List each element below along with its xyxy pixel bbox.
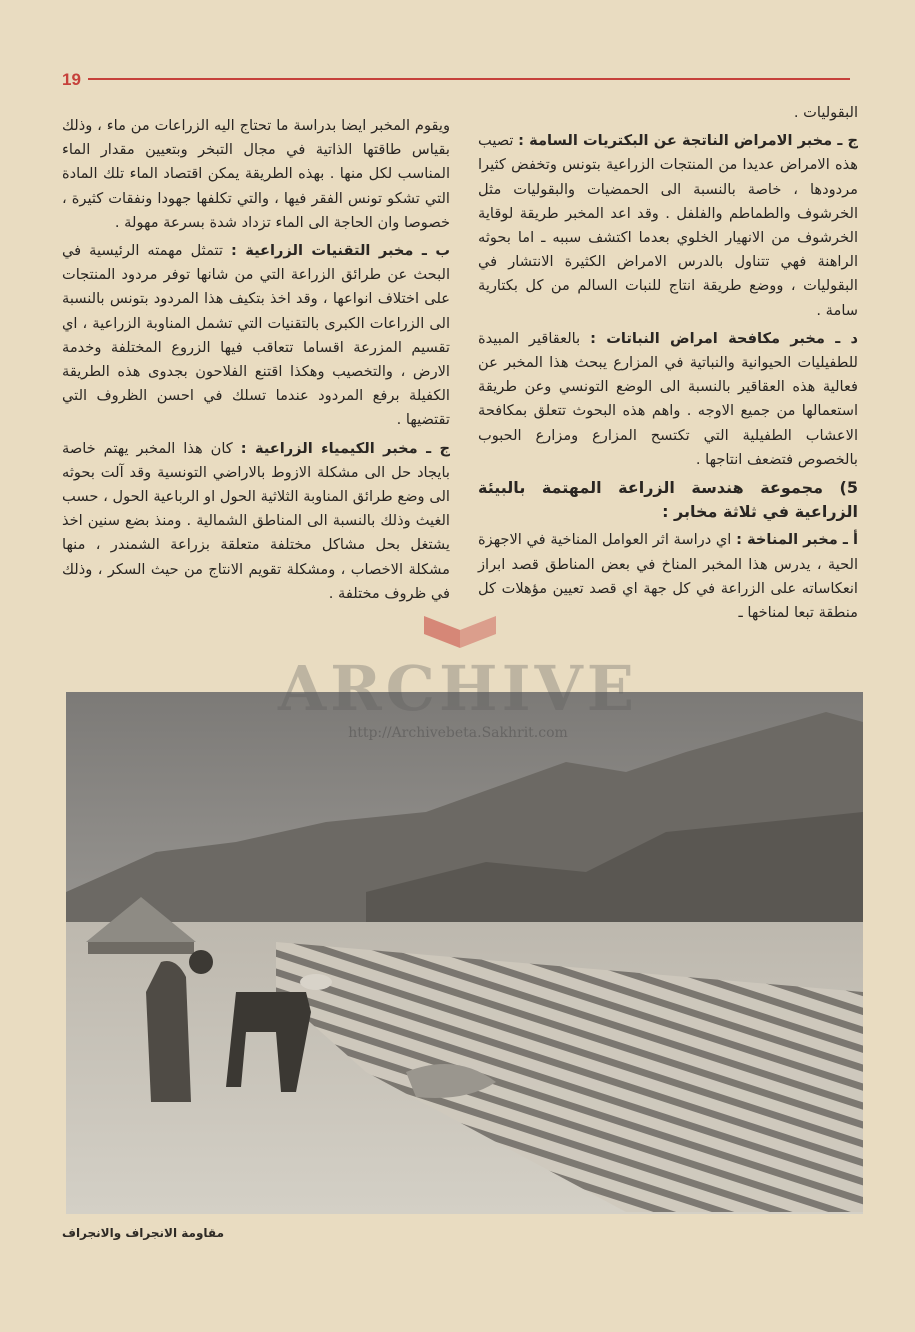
- paragraph-text: بالعقاقير المبيدة للطفيليات الحيوانية والنباتية في المزارع يبحث هذا المخبر عن فعالية هذه العقاقير بالنسبة الى الوضع التونسي وعن طريقة استعمالها من جميع الاوجه . واهم هذه البحوث تتعلق بمكافحة الاعشاب الطفيلية التي تكتسح المزارع ومزارع الحبوب بالخصوص فتضعف انتاجها .: [478, 329, 858, 468]
- paragraph-heading: ج ـ مخبر الامراض الناتجة عن البكتريات السامة :: [518, 132, 858, 150]
- paragraph-text: تصيب هذه الامراض عديدا من المنتجات الزراعية بتونس وتخفض كثيرا مردودها ، خاصة بالنسبة الى الحمضيات والبقوليات مثل الخرشوف والطماطم والفلفل . وقد اعد المخبر طريقة لوقاية الخرشوف من الانهيار الخلوي بعدما اكتشف سببه ـ اما بحوثه الراهنة فهي تتناول بالدرس الامراض الكثيرة الانتشار في البقوليات ، ووضع طريقة انتاج للنبات السالم من كل بكتارية سامة .: [478, 132, 858, 319]
- photo-caption: مقاومة الانجراف والانجراف: [62, 1226, 224, 1240]
- paragraph-text: تتمثل مهمته الرئيسية في البحث عن طرائق الزراعة التي من شانها توفر مردود المنتجات على اختلاف انواعها ، وقد اخذ بتكيف هذا المردود بتونس بالنسبة الى الزراعات الكبرى بالتقنيات التي تشمل المناوبة الزراعية ، اي تقسيم المزرعة اقساما تتعاقب فيها الزروع المختلفة وخدمة الارض ، والتخصيب وهكذا اقتنع الفلاحون بجدوى هذه الطريقة الكفيلة برفع المردود عندما تسلك في احسن الظروف التي تقتضيها .: [62, 242, 450, 429]
- paragraph-heading: ج ـ مخبر الكيمياء الزراعية :: [240, 439, 451, 457]
- top-rule: [88, 78, 850, 80]
- watermark-title: ARCHIVE: [278, 652, 638, 725]
- paragraph: [478, 101, 858, 125]
- watermark-book-icon: [420, 612, 500, 652]
- paragraph-heading: أ ـ مخبر المناخة :: [736, 531, 859, 549]
- photo-hat: [300, 974, 332, 990]
- paragraph: [62, 239, 450, 433]
- right-column: [478, 101, 858, 629]
- photo-hut-base: [88, 942, 194, 954]
- section-title: 5) مجموعة هندسة الزراعة المهتمة بالبيئة الزراعية في ثلاثة مخابر :: [478, 478, 858, 522]
- paragraph-text: ويقوم المخبر ايضا بدراسة ما تحتاج اليه الزراعات من ماء ، وذلك بقياس طاقتها الذاتية في مجال التبخر وبتعيين مقدار الماء المناسب لكل منها . بهذه الطريقة يمكن اقتصاد الماء تلك المادة التي تشكو تونس الفقر فيها ، والتي تكلفها جهودا ونفقات كثيرة ، خصوصا وان الحاجة الى الماء تزداد شدة بسرعة مهولة .: [62, 117, 450, 231]
- paragraph-text: كان هذا المخبر يهتم خاصة بايجاد حل الى مشكلة الازوط بالاراضي التونسية وقد آلت بحوثه الى وضع طرائق المناوبة الثلاثية الحول او الرباعية الحول ، حسب الغيث وذلك بالنسبة الى المناطق الشمالية . ومنذ بضع سنين اخذ يشتغل بحل مشاكل مختلفة متعلقة بزراعة الشمندر ، منها مشكلة الاخصاب ، ومشكلة تقويم الانتاج من حيث السكر ، وذلك في ظروف مختلفة .: [62, 439, 450, 602]
- watermark-url: http://Archivebeta.Sakhrit.com: [348, 725, 568, 741]
- paragraph: [62, 437, 450, 606]
- field-photo: [66, 692, 863, 1214]
- paragraph-text: اي دراسة اثر العوامل المناخية في الاجهزة الحية ، يدرس هذا المخبر المناخ في بعض المناطق قصد ابراز انعكاساته على الزراعة في كل جهة اي قصد تعيين مؤهلات كل منطقة تبعا لمناخها ـ: [478, 531, 858, 622]
- paragraph: [62, 114, 450, 235]
- photo-person-standing: [146, 961, 191, 1102]
- page-number: 19: [62, 70, 81, 89]
- paragraph-heading: د ـ مخبر مكافحة امراض النباتات :: [590, 329, 858, 347]
- photo-person-head: [189, 950, 213, 974]
- paragraph: [478, 528, 858, 625]
- paragraph: [478, 327, 858, 472]
- paragraph-text: البقوليات .: [793, 104, 858, 121]
- left-column: [62, 114, 450, 610]
- paragraph-heading: ب ـ مخبر التقنيات الزراعية :: [230, 242, 450, 260]
- paragraph: [478, 129, 858, 323]
